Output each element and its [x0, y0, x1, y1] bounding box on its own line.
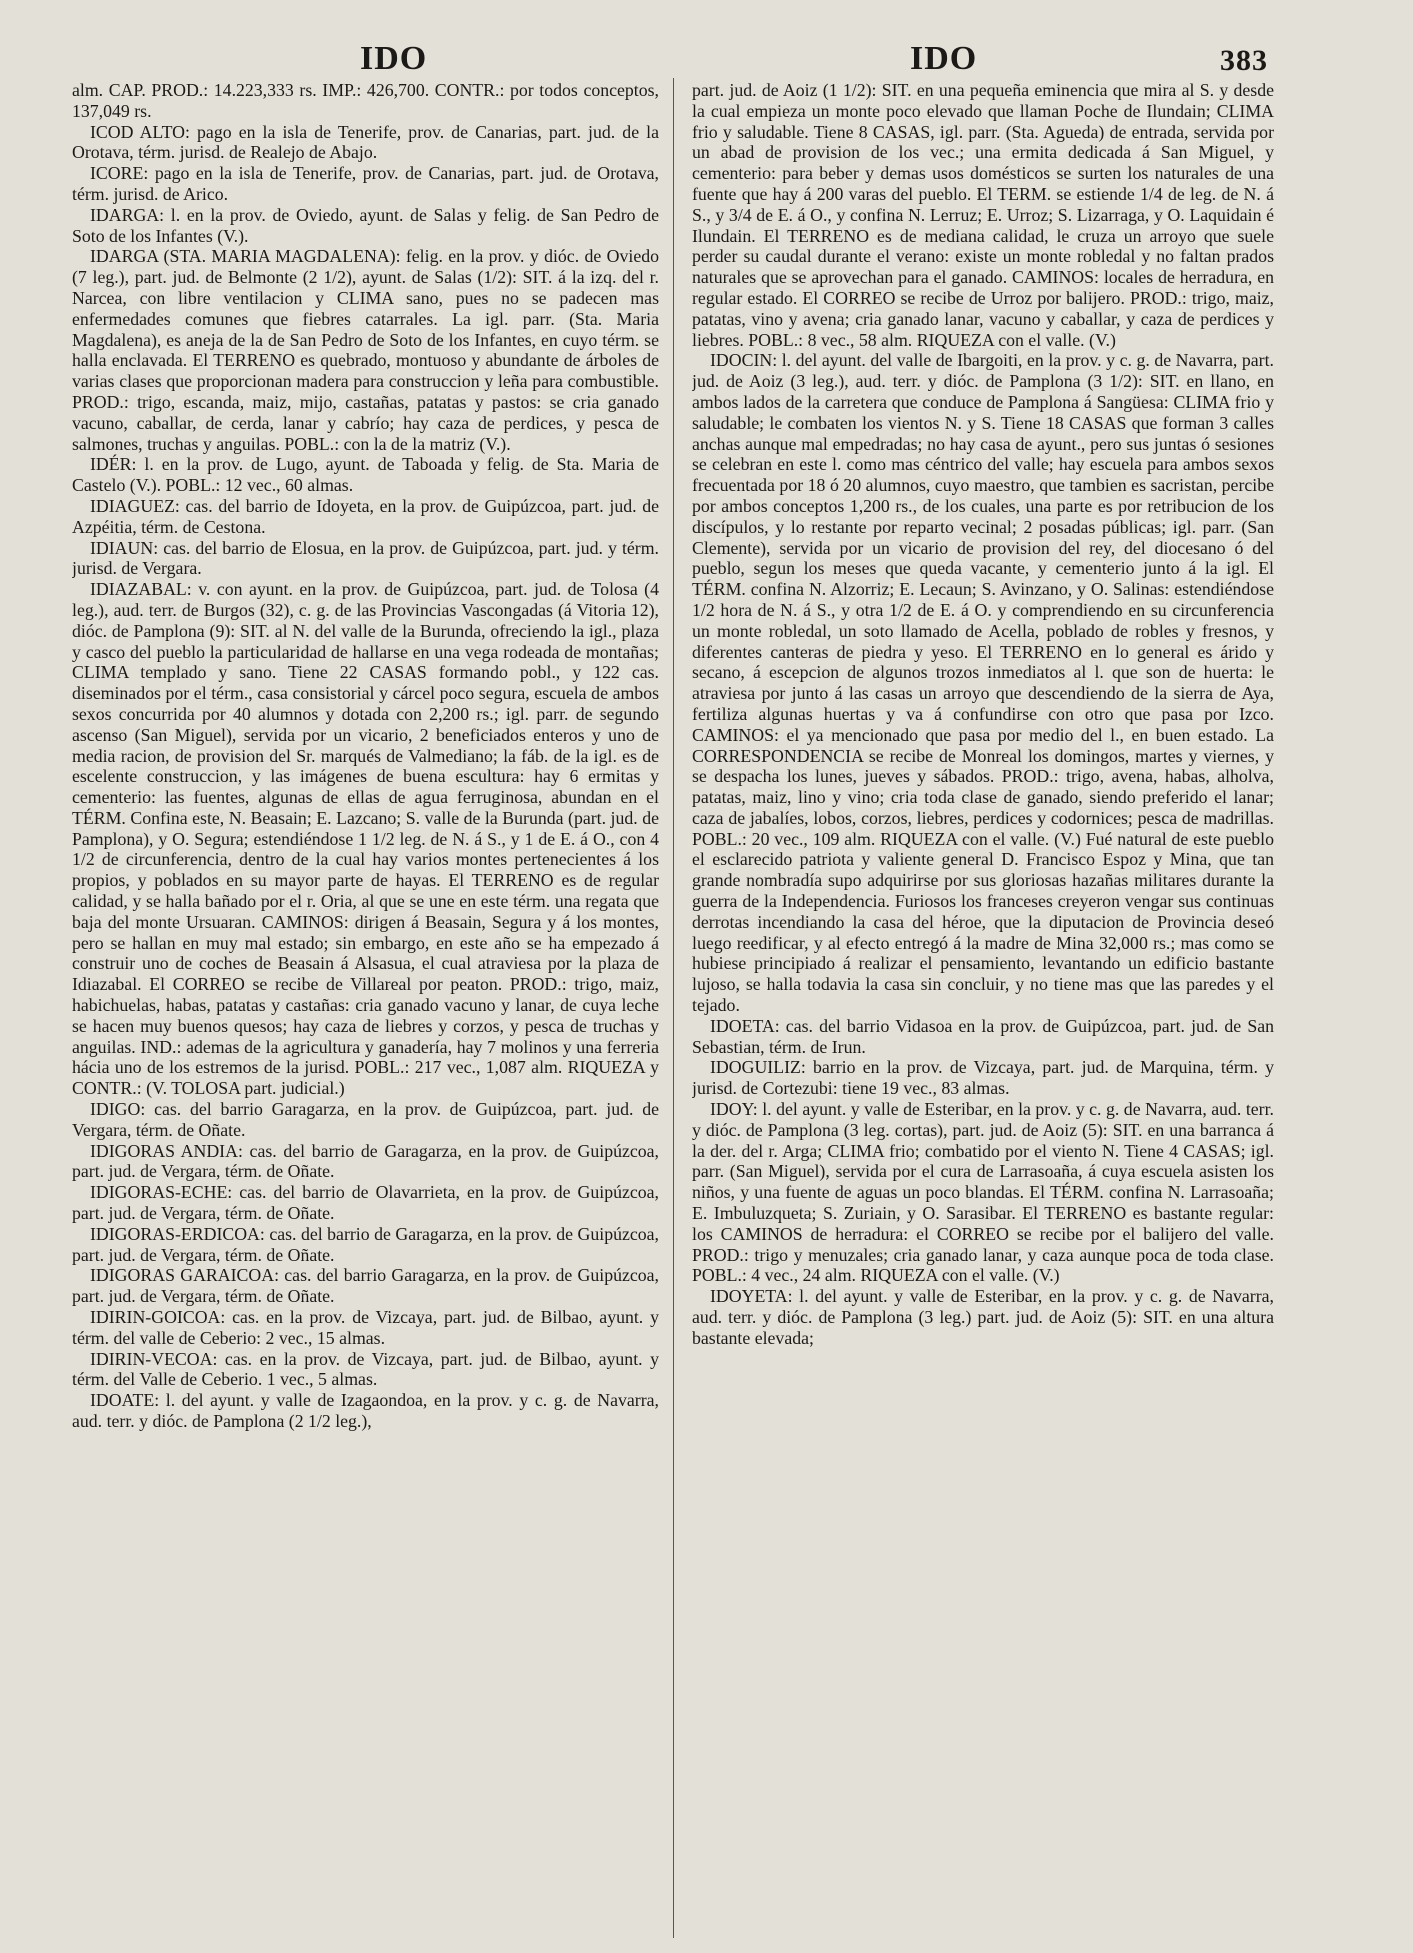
entry: ICORE: pago en la isla de Tenerife, prov. de Canarias, part. jud. de Orotava, térm. jurisd. de Arico. [72, 163, 659, 204]
entry: IDIGORAS-ERDICOA: cas. del barrio de Garagarza, en la prov. de Guipúzcoa, part. jud. de Vergara, térm. de Oñate. [72, 1223, 659, 1265]
entry: ICOD ALTO: pago en la isla de Tenerife, prov. de Canarias, part. jud. de la Orotava, térm. jurisd. de Realejo de Abajo. [72, 121, 659, 163]
entry: IDIAUN: cas. del barrio de Elosua, en la prov. de Guipúzcoa, part. jud. y térm. jurisd. de Vergara. [72, 537, 659, 579]
entry: IDIGORAS-ECHE: cas. del barrio de Olavarrieta, en la prov. de Guipúzcoa, part. jud. de Vergara, térm. de Oñate. [72, 1182, 659, 1224]
entry: IDIAZABAL: v. con ayunt. en la prov. de Guipúzcoa, part. jud. de Tolosa (4 leg.), aud. terr. de Burgos (32), c. g. de las Provincias Vascongadas (á Vitoria 12), dióc. de Pamplona (9): SIT. al N. del valle de la Burunda, ofreciendo la igl., plaza y casco del pueblo la particularidad de hallarse en una vega rodeada de montañas; CLIMA templado y sano. Tiene 22 CASAS formando pobl., y 122 cas. diseminados por el térm., casa consistorial y cárcel poco segura, escuela de ambos sexos concurrida por 40 alumnos y dotada con 2,200 rs.; igl. parr. de segundo ascenso (San Miguel), servida por un vicario, 2 beneficiados enteros y uno de media racion, de provision del Sr. marqués de Valmediano; la fáb. de la igl. es de escelente construccion, y las imágenes de buena escultura: hay 6 ermitas y cementerio: las fuentes, algunas de ellas de agua ferruginosa, abundan en el TÉRM. Confina este, N. Beasain; E. Lazcano; S. valle de la Burunda (part. jud. de Pamplona), y O. Segura; estendiéndose 1 1/2 leg. de N. á S., y 1 de E. á O., con 4 1/2 de circunferencia, dentro de la cual hay varios montes pertenecientes á los propios, y poblados en su mayor parte de hayas. El TERRENO es de regular calidad, y se halla bañado por el r. Oria, al que se une en este térm. una regata que baja del monte Ursuaran. CAMINOS: dirigen á Beasain, Segura y á los montes, pero se hallan en muy mal estado; sin embargo, en este año se ha empezado á construir uno de coches de Beasain á Alsasua, el cual atraviesa por la plaza de Idiazabal. El CORREO se recibe de Villareal por peaton. PROD.: trigo, maiz, habichuelas, habas, patatas y castañas: cria ganado vacuno y lanar, de cuya leche se hacen muy buenos quesos; hay caza de liebres y corzos, y pesca de truchas y anguilas. IND.: ademas de la agricultura y ganadería, hay 7 molinos y una ferreria hácia uno de los estremos de la jurisd. POBL.: 217 vec., 1,087 alm. RIQUEZA y CONTR.: (V. TOLOSA part. judicial.) [72, 579, 659, 1099]
entry: IDIAGUEZ: cas. del barrio de Idoyeta, en la prov. de Guipúzcoa, part. jud. de Azpéitia, térm. de Cestona. [72, 495, 659, 537]
right-column [692, 80, 1274, 1940]
entry: IDARGA (STA. MARIA MAGDALENA): felig. en la prov. y dióc. de Oviedo (7 leg.), part. jud. de Belmonte (2 1/2), ayunt. de Salas (1/2): SIT. á la izq. del r. Narcea, con libre ventilacion y CLIMA sano, pues no se padecen mas enfermedades comunes que fiebres catarrales. La igl. parr. (Sta. Maria Magdalena), es aneja de la de San Pedro de Soto de los Infantes, en cuyo térm. se halla enclavada. El TERRENO es quebrado, montuoso y abundante de árboles de varias clases que proporcionan madera para construccion y leña para combustible. PROD.: trigo, escanda, maiz, mijo, castañas, patatas y pastos: se cria ganado vacuno, caballar, de cerda, lanar y cabrío; hay caza de perdices, y pesca de salmones, truchas y anguilas. POBL.: con la de la matriz (V.). [72, 246, 659, 454]
entry: IDOCIN: l. del ayunt. del valle de Ibargoiti, en la prov. y c. g. de Navarra, part. jud. de Aoiz (3 leg.), aud. terr. y dióc. de Pamplona (3 1/2): SIT. en llano, en ambos lados de la carretera que conduce de Pamplona á Sangüesa: CLIMA frio y saludable; le combaten los vientos N. y S. Tiene 18 CASAS que forman 3 calles anchas aunque mal empedradas; no hay casa de ayunt., pero sus juntas ó sesiones se celebran en este l. como mas céntrico del valle; hay escuela para ambos sexos frecuentada por 18 ó 20 alumnos, cuyo maestro, que tambien es sacristan, percibe por ambos conceptos 1,200 rs., de los cuales, una parte es por retribucion de los discípulos, y lo restante por reparto vecinal; 2 posadas públicas; igl. parr. (San Clemente), servida por un vicario de provision del rey, del diocesano ó del pueblo, segun los meses que queda vacante, y cementerio junto á la igl. El TÉRM. confina N. Alzorriz; E. Lecaun; S. Avinzano, y O. Salinas: estendiéndose 1/2 hora de N. á S., y otra 1/2 de E. á O. y comprendiendo en su circunferencia un monte robledal, un soto llamado de Acella, poblado de robles y fresnos, y diferentes canteras de piedra y yeso. El TERRENO en lo general es árido y secano, á escepcion de algunos trozos inmediatos al l. que son de huerta: le atraviesa por junto á las casas un arroyo que descendiendo de la sierra de Aya, fertiliza algunas huertas y va á confundirse con otro que pasa por Izco. CAMINOS: el ya mencionado que pasa por medio del l., en buen estado. La CORRESPONDENCIA se recibe de Monreal los domingos, martes y viernes, y se despacha los lunes, jueves y sábados. PROD.: trigo, avena, habas, alholva, patatas, maiz, lino y vino; cria toda clase de ganado, siendo preferido el lanar; caza de jabalíes, lobos, corzos, liebres, perdices y codornices; pesca de madrillas. POBL.: 20 vec., 109 alm. RIQUEZA con el valle. (V.) Fué natural de este pueblo el esclarecido patriota y valiente general D. Francisco Espoz y Mina, que tan grande nombradía supo adquirirse por sus gloriosas hazañas militares durante la guerra de la Independencia. Furiosos los franceses creyeron vengar sus continuas derrotas incendiando la casa del héroe, que la diputacion de Provincia deseó luego reedificar, y al efecto entregó á la madre de Mina 32,000 rs.; mas como se hubiese principiado á realizar el pensamiento, levantando un edificio bastante lujoso, se halla todavia la casa sin concluir, y no tiene mas que las paredes y el tejado. [692, 350, 1274, 1016]
entry: IDARGA: l. en la prov. de Oviedo, ayunt. de Salas y felig. de San Pedro de Soto de los Infantes (V.). [72, 204, 659, 246]
left-running-title: IDO [360, 40, 428, 77]
entry: IDIGORAS ANDIA: cas. del barrio de Garagarza, en la prov. de Guipúzcoa, part. jud. de Vergara, térm. de Oñate. [72, 1140, 659, 1182]
entry: IDOGUILIZ: barrio en la prov. de Vizcaya, part. jud. de Marquina, térm. y jurisd. de Cortezubi: tiene 19 vec., 83 almas. [692, 1057, 1274, 1099]
entry: IDIRIN-VECOA: cas. en la prov. de Vizcaya, part. jud. de Bilbao, ayunt. y térm. del Valle de Ceberio. 1 vec., 5 almas. [72, 1348, 659, 1390]
entry: part. jud. de Aoiz (1 1/2): SIT. en una pequeña eminencia que mira al S. y desde la cual empieza un monte poco elevado que llaman Poche de Ilundain; CLIMA frio y saludable. Tiene 8 CASAS, igl. parr. (Sta. Agueda) de entrada, servida por un abad de provision de los vec.; una ermita dedicada á San Miguel, y cementerio: para beber y demas usos domésticos se surten los naturales de una fuente que hay á 200 varas del pueblo. El TERM. se estiende 1/4 de leg. de N. á S., y 3/4 de E. á O., y confina N. Lerruz; E. Urroz; S. Lizarraga, y O. Laquidain é Ilundain. El TERRENO es de mediana calidad, le cruza un arroyo que suele perder su caudal durante el verano: existe un monte robledal y no faltan prados naturales que se aprovechan para el ganado. CAMINOS: locales de herradura, en regular estado. El CORREO se recibe de Urroz por balijero. PROD.: trigo, maiz, patatas, vino y avena; cria ganado lanar, vacuno y caballar, y caza de perdices y liebres. POBL.: 8 vec., 58 alm. RIQUEZA con el valle. (V.) [692, 80, 1274, 350]
entry: IDOATE: l. del ayunt. y valle de Izagaondoa, en la prov. y c. g. de Navarra, aud. terr. y dióc. de Pamplona (2 1/2 leg.), [72, 1390, 659, 1431]
entry: IDOY: l. del ayunt. y valle de Esteribar, en la prov. y c. g. de Navarra, aud. terr. y dióc. de Pamplona (3 leg. cortas), part. jud. de Aoiz (5): SIT. en una barranca á la der. del r. Arga; CLIMA frio; combatido por el viento N. Tiene 4 CASAS; igl. parr. (San Miguel), servida por el cura de Larrasoaña, á cuya escuela asisten los niños, y una fuente de aguas un poco blandas. El TÉRM. confina N. Larrasoaña; E. Imbuluzqueta; S. Zuriain, y O. Sarasibar. El TERRENO es bastante regular: los CAMINOS de herradura: el CORREO se recibe por el balijero del valle. PROD.: trigo y menuzales; cria ganado lanar, y caza aunque poca de toda clase. POBL.: 4 vec., 24 alm. RIQUEZA con el valle. (V.) [692, 1099, 1274, 1286]
column-divider [673, 78, 674, 1938]
entry: IDOYETA: l. del ayunt. y valle de Esteribar, en la prov. y c. g. de Navarra, aud. terr. y dióc. de Pamplona (3 leg.) part. jud. de Aoiz (5): SIT. en una altura bastante elevada; [692, 1286, 1274, 1348]
entry: IDIGO: cas. del barrio Garagarza, en la prov. de Guipúzcoa, part. jud. de Vergara, térm. de Oñate. [72, 1099, 659, 1140]
entry: IDÉR: l. en la prov. de Lugo, ayunt. de Taboada y felig. de Sta. Maria de Castelo (V.). POBL.: 12 vec., 60 almas. [72, 454, 659, 496]
entry: alm. CAP. PROD.: 14.223,333 rs. IMP.: 426,700. CONTR.: por todos conceptos, 137,049 rs. [72, 80, 659, 121]
left-column [72, 80, 659, 1940]
entry: IDOETA: cas. del barrio Vidasoa en la prov. de Guipúzcoa, part. jud. de San Sebastian, térm. de Irun. [692, 1015, 1274, 1057]
entry: IDIRIN-GOICOA: cas. en la prov. de Vizcaya, part. jud. de Bilbao, ayunt. y térm. del valle de Ceberio: 2 vec., 15 almas. [72, 1307, 659, 1348]
right-running-title: IDO [910, 40, 978, 77]
entry: IDIGORAS GARAICOA: cas. del barrio Garagarza, en la prov. de Guipúzcoa, part. jud. de Vergara, térm. de Oñate. [72, 1265, 659, 1307]
page-number: 383 [1220, 44, 1268, 77]
running-header [0, 40, 1413, 80]
